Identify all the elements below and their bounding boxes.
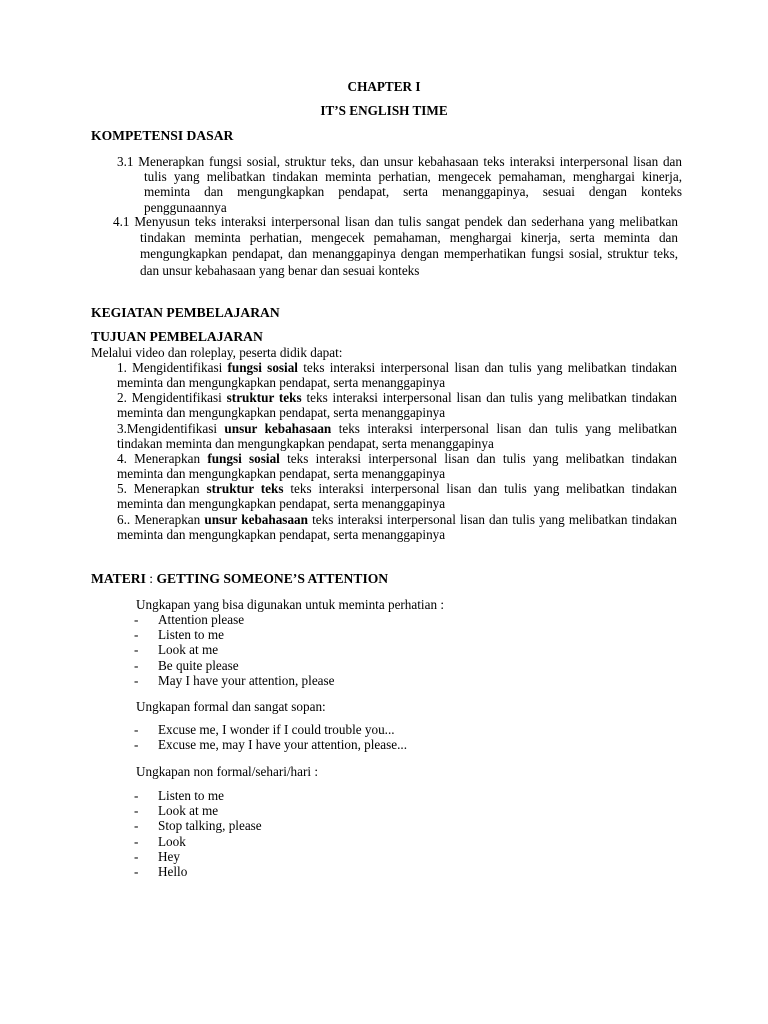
kegiatan-heading: KEGIATAN PEMBELAJARAN (91, 305, 280, 320)
list-item: - May I have your attention, please (134, 672, 335, 688)
materi-list (134, 722, 407, 752)
materi-heading: MATERI : GETTING SOMEONE’S ATTENTION (91, 571, 389, 586)
tujuan-intro: Melalui video dan roleplay, peserta didik dapat: (91, 345, 343, 360)
materi-group-intro: Ungkapan formal dan sangat sopan: (136, 699, 326, 714)
chapter-title: CHAPTER I (347, 79, 421, 94)
list-item: - Hey (134, 848, 180, 864)
list-item: - Hello (134, 863, 188, 879)
materi-group-intro: Ungkapan non formal/sehari/hari : (136, 764, 319, 779)
list-item: - Be quite please (134, 657, 239, 673)
tujuan-item: 2. Mengidentifikasi struktur teks teks interaksi interpersonal lisan dan tulis yang melibatkan tindakan meminta dan mengungkapkan pendapat, serta menanggapinya (117, 390, 677, 421)
materi-group-intro: Ungkapan yang bisa digunakan untuk meminta perhatian : (136, 597, 444, 612)
list-item: - Attention please (134, 612, 245, 627)
kompetensi-item-4-1: 4.1 Menyusun teks interaksi interpersonal lisan dan tulis sangat pendek dan sederhana yang melibatkan tindakan meminta perhatian, mengecek pemahaman, menghargai kinerja, serta meminta dan mengungkapkan pendapat, dan menanggapinya dengan memperhatikan fungsi sosial, struktur teks, dan unsur kebahasaan yang benar dan sesuai konteks (113, 214, 678, 278)
tujuan-item: 1. Mengidentifikasi fungsi sosial teks interaksi interpersonal lisan dan tulis yang melibatkan tindakan meminta dan mengungkapkan pendapat, serta menanggapinya (117, 360, 677, 391)
kompetensi-heading: KOMPETENSI DASAR (91, 128, 234, 143)
list-item: - Excuse me, I wonder if I could trouble you... (134, 722, 395, 737)
list-item: - Stop talking, please (134, 818, 262, 834)
list-item: - Listen to me (134, 788, 224, 803)
tujuan-heading: TUJUAN PEMBELAJARAN (91, 329, 263, 344)
list-item: - Look at me (134, 642, 219, 658)
list-item: - Look at me (134, 803, 219, 819)
tujuan-item: 5. Menerapkan struktur teks teks interaksi interpersonal lisan dan tulis yang melibatkan tindakan meminta dan mengungkapkan pendapat, serta menanggapinya (117, 481, 678, 512)
kompetensi-item-3-1: 3.1 Menerapkan fungsi sosial, struktur teks, dan unsur kebahasaan teks interaksi interpersonal lisan dan tulis yang melibatkan tindakan meminta perhatian, mengecek pemahaman, menghargai kinerja, meminta dan mengungkapkan pendapat, serta menanggapinya, sesuai dengan konteks penggunaannya (117, 154, 682, 215)
materi-list (134, 788, 262, 879)
tujuan-item: 6.. Menerapkan unsur kebahasaan teks interaksi interpersonal lisan dan tulis yang melibatkan tindakan meminta dan mengungkapkan pendapat, serta menanggapinya (117, 512, 678, 543)
list-item: - Listen to me (134, 627, 224, 643)
list-item: - Excuse me, may I have your attention, please... (134, 737, 408, 753)
tujuan-item: 3.Mengidentifikasi unsur kebahasaan teks interaksi interpersonal lisan dan tulis yang melibatkan tindakan meminta dan mengungkapkan pendapat, serta menanggapinya (117, 421, 677, 452)
chapter-subtitle: IT’S ENGLISH TIME (320, 103, 448, 118)
tujuan-item: 4. Menerapkan fungsi sosial teks interaksi interpersonal lisan dan tulis yang melibatkan tindakan meminta dan mengungkapkan pendapat, serta menanggapinya (117, 451, 678, 482)
list-item: - Look (134, 833, 186, 849)
materi-list (134, 612, 335, 688)
